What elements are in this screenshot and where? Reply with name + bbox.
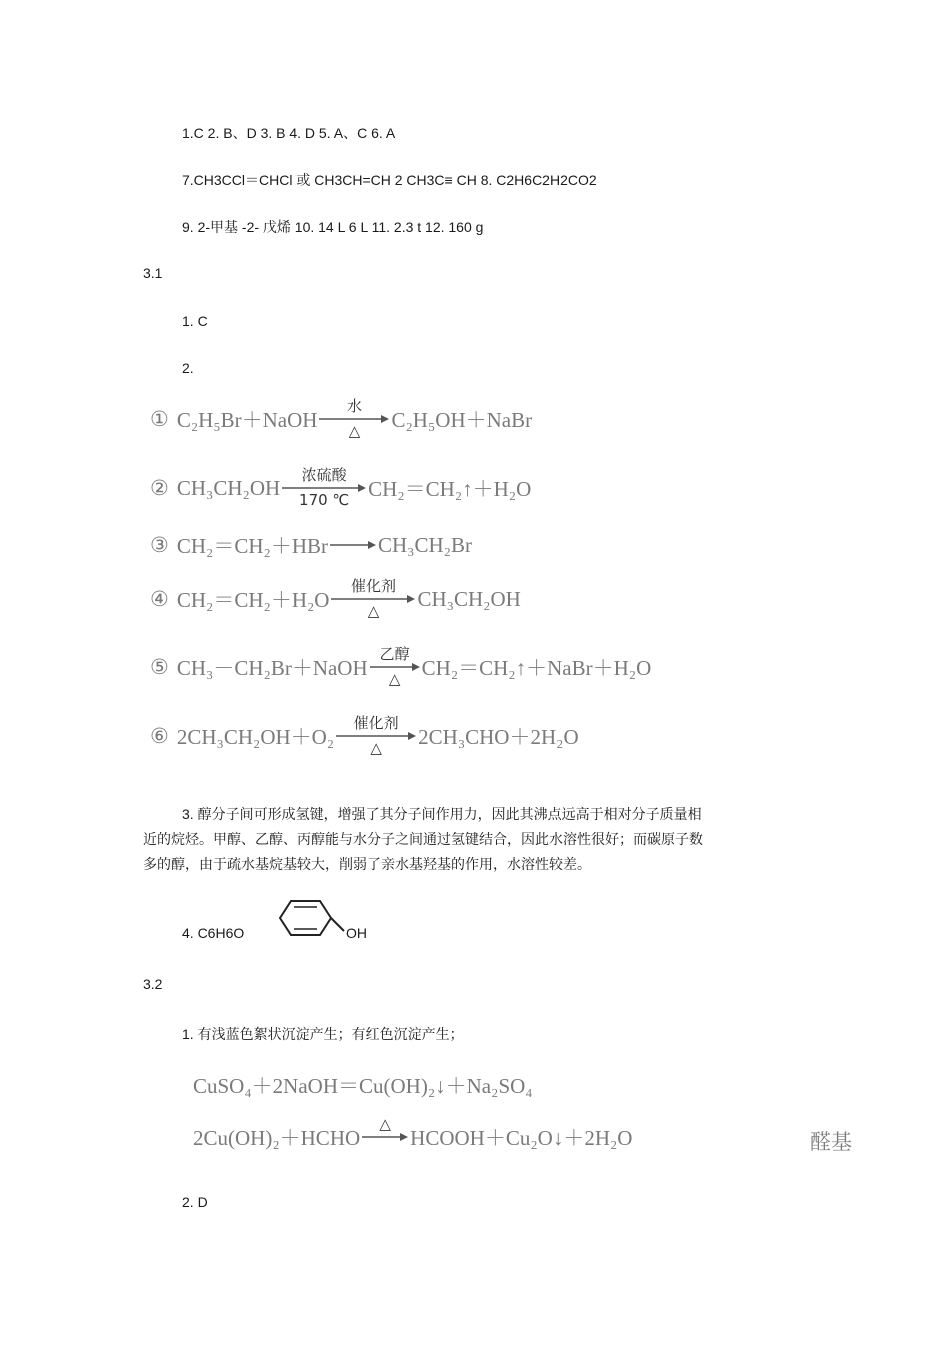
- hydroxyl-label: OH: [346, 925, 367, 941]
- paragraph-line: 3. 醇分子间可形成氢键，增强了其分子间作用力，因此其沸点远高于相对分子质量相: [182, 806, 702, 822]
- equation-left: 2CH₃CH₂OH＋O₂: [176, 725, 335, 749]
- reaction-arrow: [319, 396, 389, 442]
- equation-left: CH₃CH₂OH: [176, 475, 281, 500]
- section-heading-3-2: 3.2: [143, 976, 163, 992]
- question-4-formula: 4. C6H6O: [182, 925, 245, 941]
- arrow-condition-below: △: [388, 670, 401, 688]
- arrow-condition-above: 乙醇: [379, 645, 410, 663]
- arrow-condition-above: 催化剂: [353, 714, 399, 732]
- reaction-arrow: [336, 713, 416, 759]
- answer-row-2: 7.CH3CCl＝CHCl 或 CH3CH=CH 2 CH3C≡ CH 8. C2H6C2H2CO2: [182, 172, 597, 188]
- phenol-ring-icon: [276, 897, 346, 941]
- question-2-label: 2.: [182, 360, 194, 376]
- arrow-icon: [330, 541, 376, 549]
- reaction-arrow: [330, 522, 376, 568]
- arrow-icon: [362, 1133, 408, 1141]
- equation-right: CH₂＝CH₂↑＋H₂O: [368, 477, 532, 501]
- equation-number: ⑥: [150, 723, 169, 748]
- arrow-condition-above: 水: [346, 397, 362, 415]
- section-heading-3-1: 3.1: [143, 265, 163, 281]
- equation-left: CH₃－CH₂Br＋NaOH: [176, 656, 368, 680]
- equation-number: ①: [150, 406, 169, 431]
- question-1-observation: 1. 有浅蓝色絮状沉淀产生；有红色沉淀产生；: [182, 1026, 464, 1042]
- equation-number: ④: [150, 586, 169, 611]
- equation-copper-sulfate: [193, 1070, 533, 1100]
- arrow-condition-above: 浓硫酸: [301, 466, 347, 484]
- equation-number: ③: [150, 532, 169, 557]
- reaction-arrow: [282, 465, 366, 511]
- equation-number: ②: [150, 475, 169, 500]
- equation-1: [150, 396, 532, 442]
- equation-6: [150, 713, 579, 759]
- arrow-condition-below: △: [370, 739, 382, 757]
- arrow-condition-below: 170 ℃: [299, 491, 350, 509]
- arrow-condition-below: △: [367, 602, 380, 620]
- equation-3: [150, 522, 472, 568]
- equation-right: HCOOH＋Cu₂O↓＋2H₂O: [410, 1126, 633, 1150]
- paragraph-line: 多的醇，由于疏水基烷基较大，削弱了亲水基羟基的作用，水溶性较差。: [143, 856, 591, 872]
- equation-4: [150, 576, 521, 622]
- paragraph-line: 近的烷烃。甲醇、乙醇、丙醇能与水分子之间通过氢键结合，因此水溶性很好；而碳原子数: [143, 831, 703, 847]
- equation-right: CH₃CH₂Br: [377, 532, 472, 557]
- equation-right: CH₃CH₂OH: [417, 586, 521, 611]
- question-3-answer: [143, 802, 743, 877]
- aldehyde-group-label: 醛基: [810, 1130, 852, 1154]
- reaction-arrow: [370, 644, 420, 690]
- equation-left: CH₂＝CH₂＋HBr: [176, 534, 328, 558]
- question-2-answer: 2. D: [182, 1194, 208, 1210]
- arrow-condition-below: △: [348, 422, 361, 440]
- equation-text: CuSO₄＋2NaOH＝Cu(OH)₂↓＋Na₂SO₄: [193, 1074, 533, 1098]
- equation-right: C₂H₅OH＋NaBr: [391, 408, 533, 432]
- equation-left: C₂H₅Br＋NaOH: [176, 408, 318, 432]
- equation-2: [150, 465, 531, 511]
- question-1-answer: 1. C: [182, 313, 208, 329]
- equation-formaldehyde-oxidation: [193, 1114, 632, 1160]
- answer-row-3: 9. 2-甲基 -2- 戊烯 10. 14 L 6 L 11. 2.3 t 12. 160 g: [182, 219, 484, 235]
- answer-row-1: 1.C 2. B、D 3. B 4. D 5. A、C 6. A: [182, 125, 396, 141]
- equation-number: ⑤: [150, 654, 169, 679]
- equation-left: 2Cu(OH)₂＋HCHO: [193, 1126, 361, 1150]
- equation-5: [150, 644, 651, 690]
- arrow-condition-above: △: [379, 1115, 391, 1133]
- reaction-arrow: [362, 1114, 408, 1160]
- equation-right: 2CH₃CHO＋2H₂O: [418, 725, 579, 749]
- equation-right: CH₂＝CH₂↑＋NaBr＋H₂O: [421, 656, 652, 680]
- arrow-condition-above: 催化剂: [350, 577, 396, 595]
- equation-left: CH₂＝CH₂＋H₂O: [176, 588, 330, 612]
- reaction-arrow: [331, 576, 415, 622]
